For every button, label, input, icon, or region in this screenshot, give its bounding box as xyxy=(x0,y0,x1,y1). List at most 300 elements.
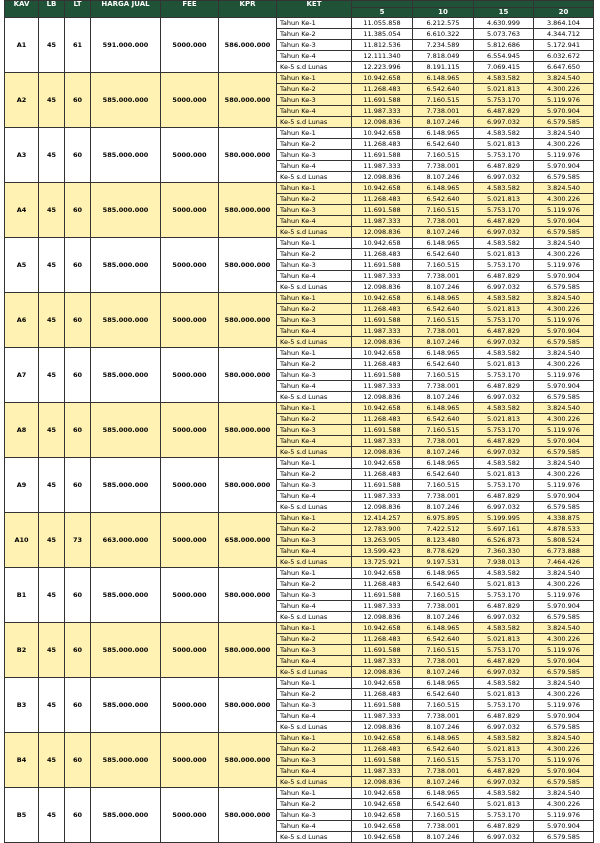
ket-cell: Ke-5 s.d Lunas xyxy=(277,612,352,623)
installment-cell: 6.148.965 xyxy=(413,403,474,414)
installment-cell: 5.021.813 xyxy=(474,249,534,260)
unit-lt-cell: 60 xyxy=(65,293,91,348)
installment-cell: 11.385.054 xyxy=(352,29,413,40)
installment-cell: 5.970.904 xyxy=(534,821,594,832)
installment-cell: 7.160.515 xyxy=(413,700,474,711)
installment-cell: 6.212.575 xyxy=(413,18,474,29)
installment-cell: 6.148.965 xyxy=(413,238,474,249)
installment-cell: 6.579.585 xyxy=(534,172,594,183)
header-tenor-spacer xyxy=(352,1,413,8)
unit-fee-cell: 5000.000 xyxy=(161,568,219,623)
ket-cell: Tahun Ke-4 xyxy=(277,216,352,227)
installment-cell: 5.970.904 xyxy=(534,436,594,447)
unit-harga-jual-cell: 585.000.000 xyxy=(91,403,161,458)
installment-cell: 3.824.540 xyxy=(534,623,594,634)
ket-cell: Tahun Ke-1 xyxy=(277,678,352,689)
installment-cell: 7.160.515 xyxy=(413,95,474,106)
header-ket: KET xyxy=(277,1,352,18)
installment-cell: 10.942.658 xyxy=(352,678,413,689)
unit-lt-cell: 60 xyxy=(65,788,91,843)
installment-cell: 5.021.813 xyxy=(474,744,534,755)
installment-cell: 3.824.540 xyxy=(534,128,594,139)
installment-cell: 4.583.582 xyxy=(474,73,534,84)
header-tenor-20: 20 xyxy=(534,8,594,18)
installment-cell: 4.338.875 xyxy=(534,513,594,524)
unit-fee-cell: 5000.000 xyxy=(161,18,219,73)
installment-cell: 6.487.829 xyxy=(474,326,534,337)
ket-cell: Tahun Ke-3 xyxy=(277,590,352,601)
installment-cell: 7.738.001 xyxy=(413,381,474,392)
unit-lb-cell: 45 xyxy=(39,733,65,788)
installment-cell: 5.753.170 xyxy=(474,205,534,216)
ket-cell: Ke-5 s.d Lunas xyxy=(277,832,352,843)
ket-cell: Tahun Ke-1 xyxy=(277,733,352,744)
installment-cell: 11.987.333 xyxy=(352,381,413,392)
installment-cell: 6.997.032 xyxy=(474,777,534,788)
ket-cell: Ke-5 s.d Lunas xyxy=(277,447,352,458)
installment-cell: 3.824.540 xyxy=(534,788,594,799)
unit-lb-cell: 45 xyxy=(39,788,65,843)
installment-cell: 5.119.976 xyxy=(534,315,594,326)
installment-cell: 5.119.976 xyxy=(534,480,594,491)
installment-cell: 11.691.588 xyxy=(352,370,413,381)
unit-kpr-cell: 580.000.000 xyxy=(219,183,277,238)
installment-cell: 5.119.976 xyxy=(534,425,594,436)
installment-cell: 8.107.246 xyxy=(413,777,474,788)
installment-cell: 7.160.515 xyxy=(413,150,474,161)
installment-cell: 6.997.032 xyxy=(474,502,534,513)
ket-cell: Tahun Ke-4 xyxy=(277,51,352,62)
installment-cell: 5.021.813 xyxy=(474,139,534,150)
ket-cell: Ke-5 s.d Lunas xyxy=(277,337,352,348)
unit-lb-cell: 45 xyxy=(39,183,65,238)
installment-cell: 11.987.333 xyxy=(352,656,413,667)
installment-cell: 6.997.032 xyxy=(474,172,534,183)
ket-cell: Tahun Ke-4 xyxy=(277,601,352,612)
unit-kav-cell: B4 xyxy=(5,733,39,788)
unit-harga-jual-cell: 585.000.000 xyxy=(91,128,161,183)
installment-cell: 6.487.829 xyxy=(474,491,534,502)
ket-cell: Tahun Ke-2 xyxy=(277,579,352,590)
ket-cell: Tahun Ke-2 xyxy=(277,139,352,150)
installment-cell: 4.583.582 xyxy=(474,568,534,579)
unit-kpr-cell: 586.000.000 xyxy=(219,18,277,73)
installment-cell: 10.942.658 xyxy=(352,568,413,579)
unit-kav-cell: A5 xyxy=(5,238,39,293)
unit-harga-jual-cell: 585.000.000 xyxy=(91,568,161,623)
unit-harga-jual-cell: 591.000.000 xyxy=(91,18,161,73)
installment-cell: 4.878.533 xyxy=(534,524,594,535)
unit-kpr-cell: 580.000.000 xyxy=(219,348,277,403)
installment-cell: 6.542.640 xyxy=(413,84,474,95)
installment-cell: 5.021.813 xyxy=(474,414,534,425)
ket-cell: Tahun Ke-1 xyxy=(277,513,352,524)
ket-cell: Ke-5 s.d Lunas xyxy=(277,557,352,568)
ket-cell: Tahun Ke-4 xyxy=(277,271,352,282)
installment-cell: 10.942.658 xyxy=(352,832,413,843)
installment-cell: 7.160.515 xyxy=(413,755,474,766)
ket-cell: Tahun Ke-2 xyxy=(277,634,352,645)
installment-cell: 5.970.904 xyxy=(534,766,594,777)
installment-cell: 12.783.900 xyxy=(352,524,413,535)
ket-cell: Tahun Ke-4 xyxy=(277,381,352,392)
installment-cell: 11.691.588 xyxy=(352,645,413,656)
ket-cell: Tahun Ke-4 xyxy=(277,106,352,117)
installment-cell: 10.942.658 xyxy=(352,238,413,249)
unit-fee-cell: 5000.000 xyxy=(161,458,219,513)
installment-cell: 6.975.895 xyxy=(413,513,474,524)
unit-kpr-cell: 580.000.000 xyxy=(219,678,277,733)
ket-cell: Ke-5 s.d Lunas xyxy=(277,502,352,513)
installment-cell: 3.824.540 xyxy=(534,293,594,304)
ket-cell: Tahun Ke-2 xyxy=(277,84,352,95)
header-tenor-15: 15 xyxy=(474,8,534,18)
unit-lt-cell: 60 xyxy=(65,403,91,458)
ket-cell: Tahun Ke-1 xyxy=(277,73,352,84)
installment-cell: 5.119.976 xyxy=(534,590,594,601)
installment-cell: 7.160.515 xyxy=(413,425,474,436)
ket-cell: Ke-5 s.d Lunas xyxy=(277,117,352,128)
table-body xyxy=(5,18,594,843)
installment-cell: 11.268.483 xyxy=(352,469,413,480)
installment-cell: 6.542.640 xyxy=(413,249,474,260)
installment-cell: 5.970.904 xyxy=(534,161,594,172)
ket-cell: Ke-5 s.d Lunas xyxy=(277,392,352,403)
installment-cell: 6.997.032 xyxy=(474,722,534,733)
installment-cell: 7.069.415 xyxy=(474,62,534,73)
installment-cell: 11.987.333 xyxy=(352,161,413,172)
installment-cell: 7.738.001 xyxy=(413,656,474,667)
installment-cell: 4.300.226 xyxy=(534,634,594,645)
header-lt: LT xyxy=(65,1,91,18)
installment-cell: 6.487.829 xyxy=(474,436,534,447)
header-harga-jual: HARGA JUAL xyxy=(91,1,161,18)
table-row xyxy=(5,348,594,359)
installment-cell: 5.753.170 xyxy=(474,755,534,766)
installment-cell: 13.725.921 xyxy=(352,557,413,568)
ket-cell: Tahun Ke-2 xyxy=(277,689,352,700)
installment-cell: 5.021.813 xyxy=(474,469,534,480)
installment-cell: 5.119.976 xyxy=(534,95,594,106)
unit-lb-cell: 45 xyxy=(39,403,65,458)
unit-fee-cell: 5000.000 xyxy=(161,513,219,568)
installment-cell: 5.119.976 xyxy=(534,150,594,161)
unit-lt-cell: 60 xyxy=(65,348,91,403)
installment-cell: 5.753.170 xyxy=(474,700,534,711)
installment-cell: 6.487.829 xyxy=(474,161,534,172)
installment-cell: 6.542.640 xyxy=(413,579,474,590)
installment-cell: 4.583.582 xyxy=(474,183,534,194)
installment-cell: 7.938.013 xyxy=(474,557,534,568)
header-tenor-spacer xyxy=(413,1,474,8)
installment-cell: 5.753.170 xyxy=(474,315,534,326)
header-kpr: KPR xyxy=(219,1,277,18)
unit-harga-jual-cell: 585.000.000 xyxy=(91,238,161,293)
unit-fee-cell: 5000.000 xyxy=(161,348,219,403)
ket-cell: Ke-5 s.d Lunas xyxy=(277,62,352,73)
installment-cell: 11.691.588 xyxy=(352,260,413,271)
unit-fee-cell: 5000.000 xyxy=(161,733,219,788)
installment-cell: 6.542.640 xyxy=(413,414,474,425)
installment-cell: 6.997.032 xyxy=(474,227,534,238)
ket-cell: Tahun Ke-4 xyxy=(277,656,352,667)
installment-cell: 11.268.483 xyxy=(352,689,413,700)
installment-cell: 5.753.170 xyxy=(474,480,534,491)
ket-cell: Tahun Ke-3 xyxy=(277,150,352,161)
ket-cell: Ke-5 s.d Lunas xyxy=(277,777,352,788)
installment-cell: 11.268.483 xyxy=(352,744,413,755)
installment-cell: 4.300.226 xyxy=(534,84,594,95)
ket-cell: Tahun Ke-4 xyxy=(277,711,352,722)
installment-cell: 10.942.658 xyxy=(352,183,413,194)
unit-harga-jual-cell: 585.000.000 xyxy=(91,73,161,128)
unit-fee-cell: 5000.000 xyxy=(161,678,219,733)
installment-cell: 8.107.246 xyxy=(413,117,474,128)
installment-cell: 6.579.585 xyxy=(534,337,594,348)
installment-cell: 5.970.904 xyxy=(534,491,594,502)
installment-cell: 7.464.426 xyxy=(534,557,594,568)
unit-harga-jual-cell: 585.000.000 xyxy=(91,348,161,403)
installment-cell: 6.997.032 xyxy=(474,337,534,348)
unit-kav-cell: A8 xyxy=(5,403,39,458)
installment-cell: 6.997.032 xyxy=(474,117,534,128)
installment-cell: 4.300.226 xyxy=(534,579,594,590)
unit-kpr-cell: 580.000.000 xyxy=(219,128,277,183)
header-tenor-5: 5 xyxy=(352,8,413,18)
installment-cell: 11.268.483 xyxy=(352,194,413,205)
installment-cell: 6.997.032 xyxy=(474,282,534,293)
installment-cell: 7.160.515 xyxy=(413,645,474,656)
installment-cell: 11.691.588 xyxy=(352,700,413,711)
installment-cell: 10.942.658 xyxy=(352,73,413,84)
table-header xyxy=(5,1,594,18)
installment-cell: 11.987.333 xyxy=(352,491,413,502)
unit-lb-cell: 45 xyxy=(39,568,65,623)
installment-cell: 12.098.836 xyxy=(352,227,413,238)
unit-harga-jual-cell: 585.000.000 xyxy=(91,623,161,678)
table-row xyxy=(5,128,594,139)
ket-cell: Tahun Ke-3 xyxy=(277,370,352,381)
unit-lt-cell: 60 xyxy=(65,678,91,733)
installment-cell: 8.107.246 xyxy=(413,612,474,623)
installment-cell: 8.107.246 xyxy=(413,832,474,843)
installment-cell: 11.691.588 xyxy=(352,755,413,766)
installment-cell: 10.942.658 xyxy=(352,128,413,139)
installment-cell: 8.107.246 xyxy=(413,502,474,513)
ket-cell: Tahun Ke-4 xyxy=(277,436,352,447)
installment-cell: 7.360.330 xyxy=(474,546,534,557)
installment-cell: 6.487.829 xyxy=(474,601,534,612)
unit-fee-cell: 5000.000 xyxy=(161,183,219,238)
unit-kpr-cell: 658.000.000 xyxy=(219,513,277,568)
ket-cell: Tahun Ke-3 xyxy=(277,810,352,821)
installment-cell: 11.268.483 xyxy=(352,84,413,95)
installment-cell: 5.970.904 xyxy=(534,216,594,227)
installment-cell: 5.119.976 xyxy=(534,205,594,216)
ket-cell: Tahun Ke-3 xyxy=(277,755,352,766)
installment-cell: 7.738.001 xyxy=(413,436,474,447)
unit-kav-cell: B1 xyxy=(5,568,39,623)
table-row xyxy=(5,678,594,689)
installment-cell: 4.300.226 xyxy=(534,194,594,205)
installment-cell: 11.268.483 xyxy=(352,414,413,425)
installment-cell: 11.691.588 xyxy=(352,205,413,216)
ket-cell: Tahun Ke-1 xyxy=(277,623,352,634)
unit-fee-cell: 5000.000 xyxy=(161,128,219,183)
installment-cell: 11.691.588 xyxy=(352,315,413,326)
table-row xyxy=(5,73,594,84)
unit-kav-cell: A4 xyxy=(5,183,39,238)
installment-cell: 5.021.813 xyxy=(474,359,534,370)
unit-lb-cell: 45 xyxy=(39,458,65,513)
installment-cell: 6.773.888 xyxy=(534,546,594,557)
installment-cell: 8.123.480 xyxy=(413,535,474,546)
installment-cell: 13.599.423 xyxy=(352,546,413,557)
installment-cell: 3.824.540 xyxy=(534,568,594,579)
ket-cell: Tahun Ke-4 xyxy=(277,491,352,502)
installment-cell: 5.753.170 xyxy=(474,370,534,381)
installment-cell: 6.148.965 xyxy=(413,568,474,579)
installment-cell: 6.487.829 xyxy=(474,766,534,777)
installment-cell: 10.942.658 xyxy=(352,733,413,744)
unit-lb-cell: 45 xyxy=(39,128,65,183)
unit-lb-cell: 45 xyxy=(39,18,65,73)
ket-cell: Tahun Ke-1 xyxy=(277,458,352,469)
installment-cell: 5.172.941 xyxy=(534,40,594,51)
installment-cell: 4.583.582 xyxy=(474,788,534,799)
ket-cell: Ke-5 s.d Lunas xyxy=(277,227,352,238)
installment-cell: 4.300.226 xyxy=(534,799,594,810)
installment-cell: 8.107.246 xyxy=(413,172,474,183)
installment-cell: 8.191.115 xyxy=(413,62,474,73)
installment-cell: 13.263.905 xyxy=(352,535,413,546)
table-row xyxy=(5,403,594,414)
installment-cell: 7.738.001 xyxy=(413,161,474,172)
installment-cell: 7.738.001 xyxy=(413,326,474,337)
installment-cell: 5.697.161 xyxy=(474,524,534,535)
installment-cell: 11.268.483 xyxy=(352,579,413,590)
unit-kav-cell: B5 xyxy=(5,788,39,843)
ket-cell: Tahun Ke-2 xyxy=(277,249,352,260)
unit-lt-cell: 60 xyxy=(65,733,91,788)
installment-cell: 6.579.585 xyxy=(534,612,594,623)
installment-cell: 5.753.170 xyxy=(474,425,534,436)
installment-cell: 7.160.515 xyxy=(413,315,474,326)
installment-cell: 6.487.829 xyxy=(474,106,534,117)
installment-cell: 4.300.226 xyxy=(534,744,594,755)
installment-cell: 5.021.813 xyxy=(474,84,534,95)
ket-cell: Tahun Ke-3 xyxy=(277,480,352,491)
installment-cell: 4.300.226 xyxy=(534,359,594,370)
unit-lb-cell: 45 xyxy=(39,73,65,128)
installment-cell: 6.148.965 xyxy=(413,128,474,139)
table-row xyxy=(5,568,594,579)
installment-cell: 6.148.965 xyxy=(413,183,474,194)
unit-kpr-cell: 580.000.000 xyxy=(219,788,277,843)
installment-cell: 5.021.813 xyxy=(474,634,534,645)
installment-cell: 4.300.226 xyxy=(534,414,594,425)
installment-cell: 11.268.483 xyxy=(352,304,413,315)
installment-cell: 11.987.333 xyxy=(352,106,413,117)
installment-cell: 11.268.483 xyxy=(352,139,413,150)
installment-cell: 10.942.658 xyxy=(352,623,413,634)
installment-cell: 7.234.589 xyxy=(413,40,474,51)
installment-cell: 6.148.965 xyxy=(413,293,474,304)
installment-cell: 6.997.032 xyxy=(474,392,534,403)
kpr-installment-table xyxy=(4,0,594,843)
installment-cell: 6.148.965 xyxy=(413,733,474,744)
installment-cell: 12.098.836 xyxy=(352,502,413,513)
table-row xyxy=(5,623,594,634)
header-tenor-spacer xyxy=(474,1,534,8)
ket-cell: Ke-5 s.d Lunas xyxy=(277,667,352,678)
installment-cell: 6.148.965 xyxy=(413,623,474,634)
installment-cell: 5.119.976 xyxy=(534,260,594,271)
ket-cell: Tahun Ke-2 xyxy=(277,799,352,810)
table-row xyxy=(5,513,594,524)
unit-kpr-cell: 580.000.000 xyxy=(219,293,277,348)
header-kav: KAV xyxy=(5,1,39,18)
installment-cell: 6.542.640 xyxy=(413,634,474,645)
installment-cell: 7.738.001 xyxy=(413,491,474,502)
ket-cell: Tahun Ke-1 xyxy=(277,238,352,249)
ket-cell: Tahun Ke-2 xyxy=(277,29,352,40)
unit-lt-cell: 60 xyxy=(65,73,91,128)
installment-cell: 7.160.515 xyxy=(413,590,474,601)
ket-cell: Tahun Ke-1 xyxy=(277,128,352,139)
installment-cell: 6.542.640 xyxy=(413,744,474,755)
installment-cell: 6.148.965 xyxy=(413,678,474,689)
installment-cell: 6.579.585 xyxy=(534,722,594,733)
installment-cell: 8.778.629 xyxy=(413,546,474,557)
ket-cell: Tahun Ke-2 xyxy=(277,744,352,755)
installment-cell: 10.942.658 xyxy=(352,810,413,821)
unit-lt-cell: 61 xyxy=(65,18,91,73)
installment-cell: 10.942.658 xyxy=(352,458,413,469)
installment-cell: 6.032.672 xyxy=(534,51,594,62)
installment-cell: 6.487.829 xyxy=(474,711,534,722)
installment-cell: 4.583.582 xyxy=(474,128,534,139)
unit-kav-cell: A3 xyxy=(5,128,39,183)
ket-cell: Tahun Ke-3 xyxy=(277,425,352,436)
unit-lb-cell: 45 xyxy=(39,348,65,403)
table-row xyxy=(5,18,594,29)
ket-cell: Ke-5 s.d Lunas xyxy=(277,722,352,733)
installment-cell: 6.579.585 xyxy=(534,392,594,403)
installment-cell: 12.098.836 xyxy=(352,612,413,623)
installment-cell: 5.753.170 xyxy=(474,260,534,271)
installment-cell: 10.942.658 xyxy=(352,788,413,799)
ket-cell: Tahun Ke-2 xyxy=(277,359,352,370)
installment-cell: 11.691.588 xyxy=(352,590,413,601)
header-tenor-spacer xyxy=(534,1,594,8)
installment-cell: 11.812.536 xyxy=(352,40,413,51)
installment-cell: 11.055.858 xyxy=(352,18,413,29)
unit-lb-cell: 45 xyxy=(39,623,65,678)
installment-cell: 10.942.658 xyxy=(352,348,413,359)
unit-lt-cell: 60 xyxy=(65,623,91,678)
installment-cell: 6.542.640 xyxy=(413,304,474,315)
installment-cell: 5.021.813 xyxy=(474,304,534,315)
unit-fee-cell: 5000.000 xyxy=(161,73,219,128)
installment-cell: 6.610.322 xyxy=(413,29,474,40)
installment-cell: 6.148.965 xyxy=(413,458,474,469)
installment-cell: 3.824.540 xyxy=(534,348,594,359)
installment-cell: 12.098.836 xyxy=(352,117,413,128)
ket-cell: Tahun Ke-2 xyxy=(277,194,352,205)
installment-cell: 8.107.246 xyxy=(413,282,474,293)
unit-fee-cell: 5000.000 xyxy=(161,623,219,678)
